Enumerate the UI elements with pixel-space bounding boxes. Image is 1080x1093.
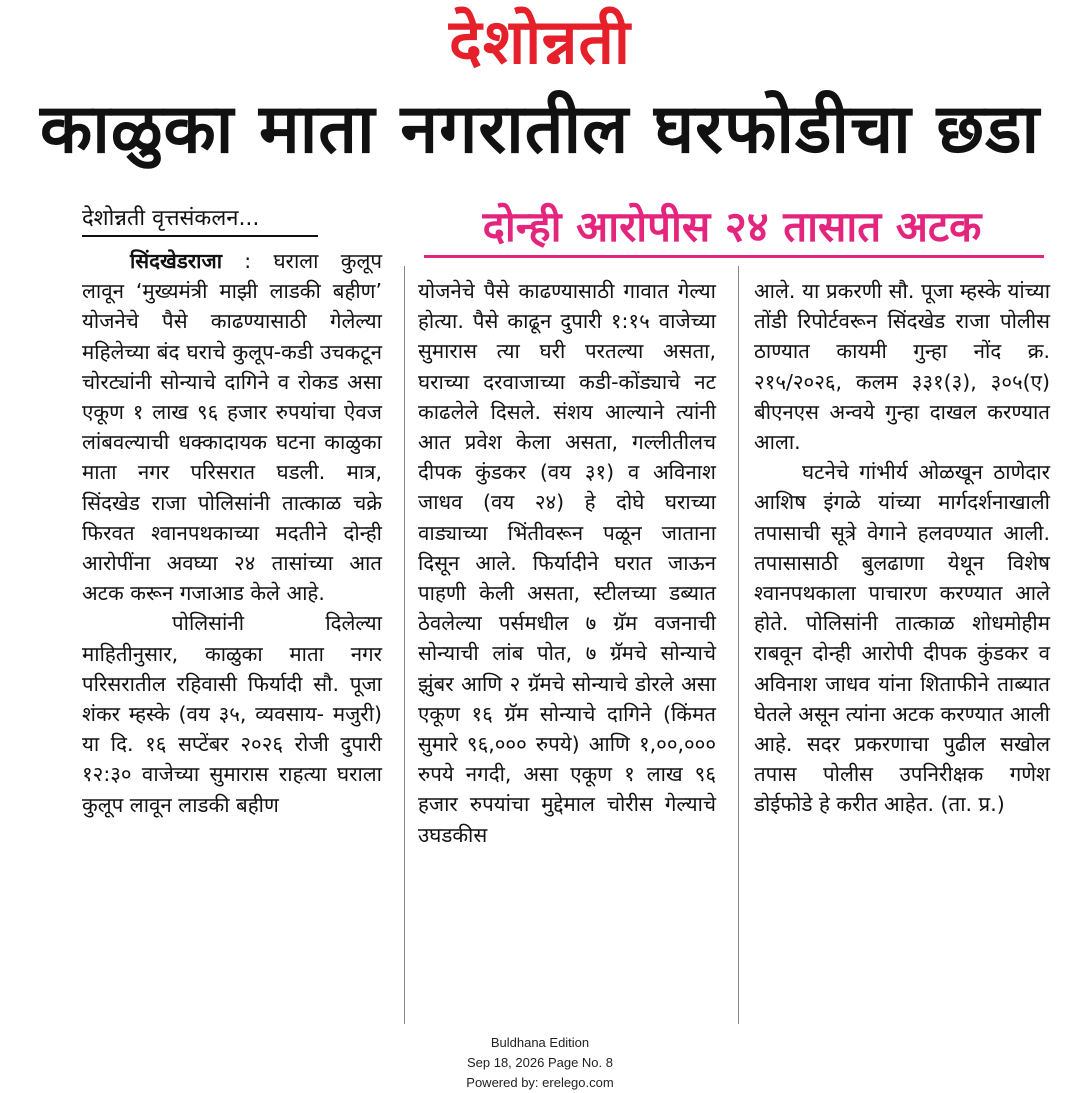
byline: देशोन्नती वृत्तसंकलन... <box>82 206 260 231</box>
article-paragraph: योजनेचे पैसे काढण्यासाठी गावात गेल्या होत्या. पैसे काढून दुपारी १:१५ वाजेच्या सुमारास त्या घरी परतल्या असता, घराच्या दरवाजाच्या कडी-कोंड्याचे नट काढलेले दिसले. संशय आल्याने त्यांनी आत प्रवेश केला असता, गल्लीतीलच दीपक कुंडकर (वय ३१) व अविनाश जाधव (वय २४) हे दोघे घराच्या वाड्याच्या भिंतीवरून पळून जाताना दिसून आले. फिर्यादीने घरात जाऊन पाहणी केली असता, स्टीलच्या डब्यात ठेवलेल्या पर्समधील ७ ग्रॅम वजनाची सोन्याची लांब पोत, ७ ग्रॅमचे सोन्याचे झुंबर आणि २ ग्रॅमचे सोन्याचे डोरले असा एकूण १६ ग्रॅम सोन्याचे दागिने (किंमत सुमारे ९६,००० रुपये) आणि १,००,००० रुपये नगदी, असा एकूण १ लाख ९६ हजार रुपयांचा मुद्देमाल चोरीस गेल्याचे उघडकीस <box>418 279 716 847</box>
paragraph-text: : घराला कुलूप लावून ‘मुख्यमंत्री माझी लाडकी बहीण’ योजनेचे पैसे काढण्यासाठी गेलेल्या महिलेच्या बंद घराचे कुलूप-कडी उचकटून चोरट्यांनी सोन्याचे दागिने व रोकड असा एकूण १ लाख ९६ हजार रुपयांचा ऐवज लांबवल्याची धक्कादायक घटना काळुका माता नगर परिसरात घडली. मात्र, सिंदखेड राजा पोलिसांनी तात्काळ चक्रे फिरवत श्वानपथकाच्या मदतीने दोन्ही आरोपींना अवघ्या २४ तासांच्या आत अटक करून गजाआड केले आहे. <box>82 249 382 606</box>
subheadline: दोन्ही आरोपीस २४ तासात अटक <box>482 202 982 251</box>
article-paragraph <box>82 246 382 608</box>
article-column-1 <box>82 246 382 820</box>
footer-powered-by: Powered by: erelego.com <box>466 1075 614 1090</box>
byline-underline <box>82 235 318 237</box>
headline: काळुका माता नगरातील घरफोडीचा छडा <box>40 90 1041 169</box>
footer-date-page: Sep 18, 2026 Page No. 8 <box>466 1055 613 1070</box>
article-paragraph: घटनेचे गांभीर्य ओळखून ठाणेदार आशिष इंगळे यांच्या मार्गदर्शनाखाली तपासाची सूत्रे वेगाने हलवण्यात आली. तपासासाठी बुलढाणा येथून विशेष श्वानपथकाला पाचारण करण्यात आले होते. पोलिसांनी तात्काळ शोधमोहीम राबवून दोन्ही आरोपी दीपक कुंडकर व अविनाश जाधव यांना शिताफीने ताब्यात घेतले असून त्यांना अटक करण्यात आली आहे. सदर प्रकरणाचा पुढील सखोल तपास पोलीस उपनिरीक्षक गणेश डोईफोडे हे करीत आहेत. (ता. प्र.) <box>754 460 1050 817</box>
masthead-logo: देशोन्नती <box>449 5 631 78</box>
article-paragraph: पोलिसांनी दिलेल्या माहितीनुसार, काळुका माता नगर परिसरातील रहिवासी फिर्यादी सौ. पूजा शंकर म्हस्के (वय ३५, व्यवसाय- मजुरी) या दि. १६ सप्टेंबर २०२६ रोजी दुपारी १२:३० वाजेच्या सुमारास राहत्या घराला कुलूप लावून लाडकी बहीण <box>82 611 382 817</box>
article-column-2 <box>418 276 716 850</box>
dateline: सिंदखेडराजा <box>130 249 223 273</box>
footer-edition: Buldhana Edition <box>490 1035 590 1050</box>
column-divider-1 <box>404 266 405 1024</box>
article-paragraph: आले. या प्रकरणी सौ. पूजा म्हस्के यांच्या तोंडी रिपोर्टवरून सिंदखेड राजा पोलीस ठाण्यात कायमी गुन्हा नोंद क्र. २१५/२०२६, कलम ३३१(३), ३०५(ए) बीएनएस अन्वये गुन्हा दाखल करण्यात आला. <box>754 279 1050 455</box>
article-column-3 <box>754 276 1050 820</box>
column-divider-2 <box>738 266 739 1024</box>
subheadline-underline <box>424 255 1044 258</box>
